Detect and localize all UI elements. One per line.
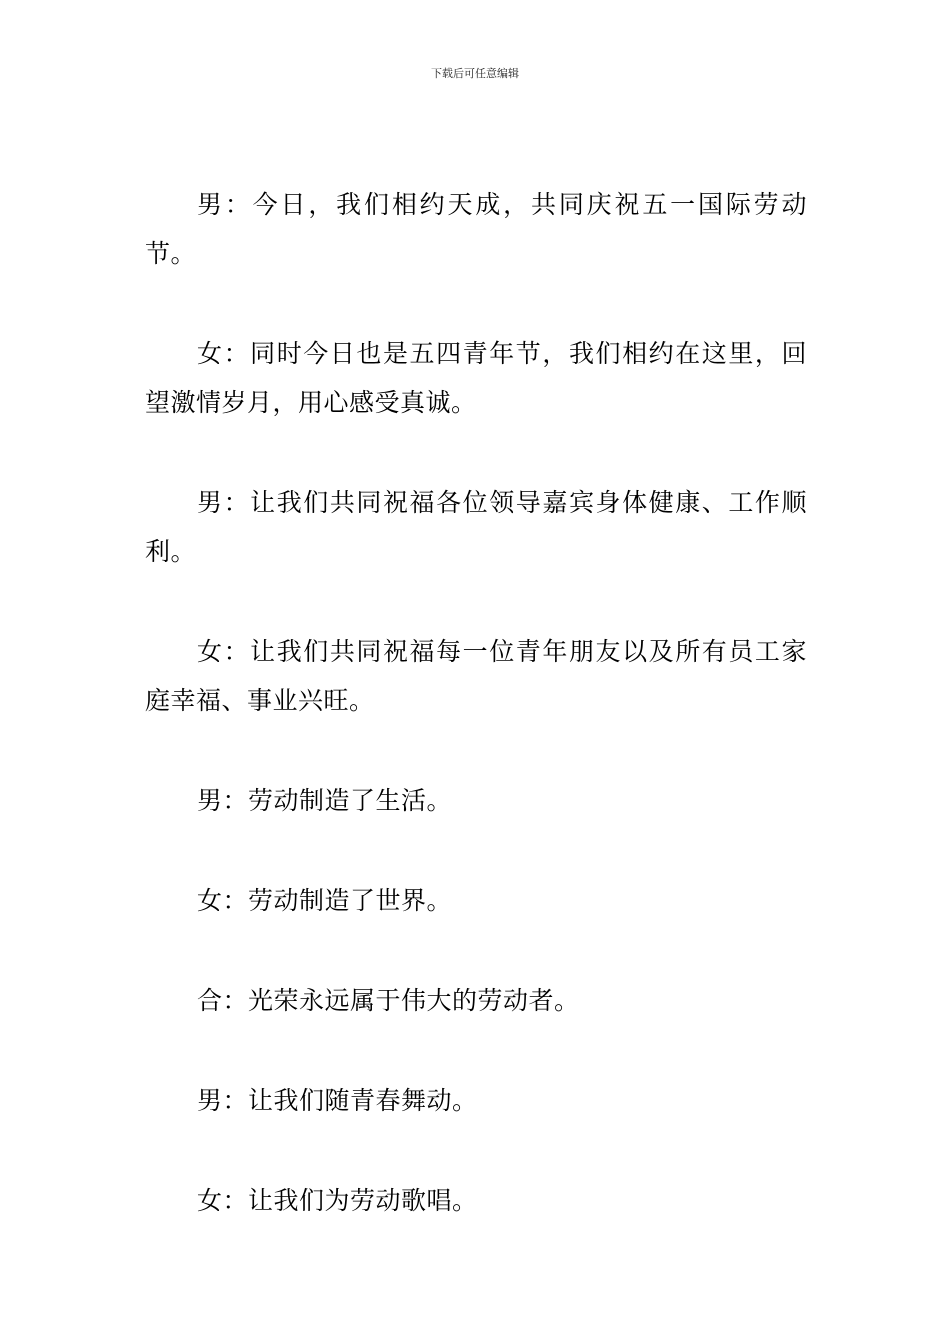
paragraph-2: 女：同时今日也是五四青年节，我们相约在这里，回望激情岁月，用心感受真诚。: [145, 339, 807, 417]
paragraph-5: 男：劳动制造了生活。: [197, 786, 453, 815]
paragraph-6: 女：劳动制造了世界。: [197, 886, 453, 915]
paragraph-7: 合：光荣永远属于伟大的劳动者。: [197, 986, 580, 1015]
paragraph-4: 女：让我们共同祝福每一位青年朋友以及所有员工家庭幸福、事业兴旺。: [145, 637, 807, 715]
page-header: 下载后可任意编辑: [431, 67, 519, 80]
paragraph-8: 男：让我们随青春舞动。: [197, 1086, 478, 1115]
paragraph-1: 男：今日，我们相约天成，共同庆祝五一国际劳动节。: [145, 190, 807, 268]
paragraph-3: 男：让我们共同祝福各位领导嘉宾身体健康、工作顺利。: [145, 488, 807, 566]
document-body: [145, 180, 807, 1276]
paragraph-9: 女：让我们为劳动歌唱。: [197, 1186, 478, 1215]
